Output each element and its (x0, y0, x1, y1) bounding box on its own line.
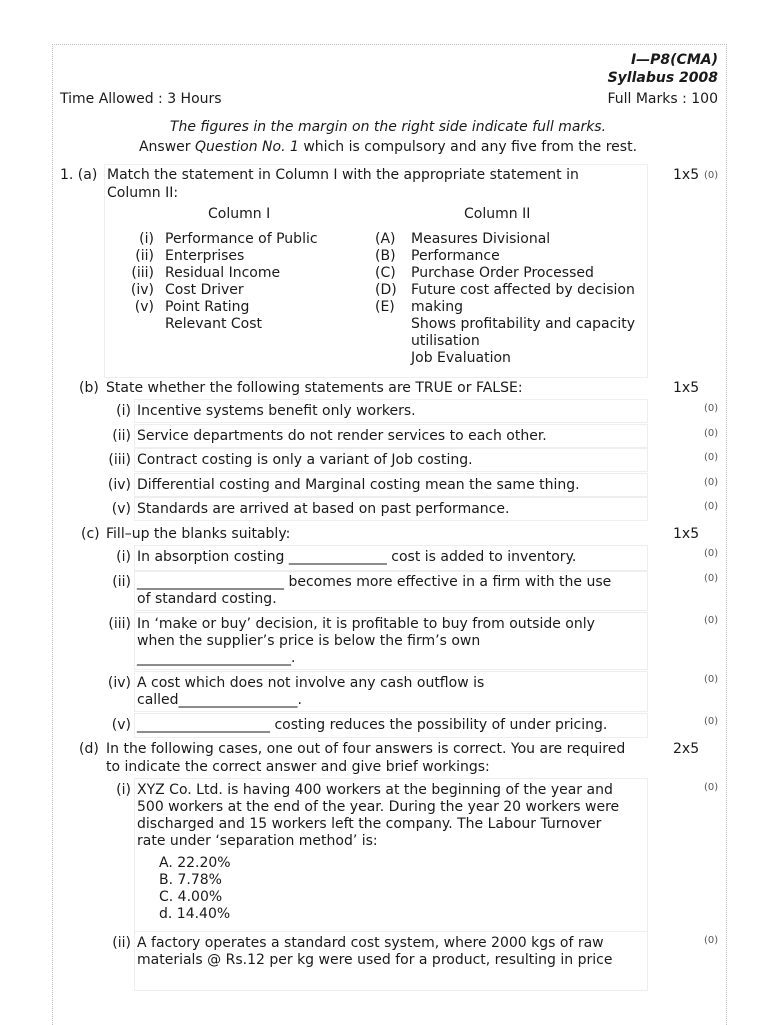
q1c-item-line: A cost which does not involve any cash outflow is (137, 675, 485, 691)
q1d-item-number: (ii) (112, 935, 131, 951)
q1d-marks: 2x5 (673, 741, 700, 757)
q1c-item-line: In absorption costing ______________ cost is added to inventory. (137, 549, 577, 565)
column-1-heading: Column I (208, 206, 271, 222)
q1c-item-score: (0) (704, 615, 719, 626)
column-1-number: (v) (134, 299, 154, 315)
q1b-item-text: Contract costing is only a variant of Job costing. (137, 452, 473, 468)
q1b-item-score: (0) (704, 477, 719, 488)
q1c-item-number: (v) (111, 717, 131, 733)
column-2-item: Performance (411, 248, 500, 264)
q1d-label: (d) (79, 741, 99, 757)
q1c-item-score: (0) (704, 716, 719, 727)
q1c-item-text (137, 616, 595, 667)
column-1-item: Relevant Cost (165, 316, 263, 332)
q1c-item-text (137, 574, 611, 608)
q1b-item-number: (v) (111, 501, 131, 517)
column-1-item: Enterprises (165, 248, 245, 264)
paper-code: I—P8(CMA) (630, 52, 718, 68)
q1c-item-line: of standard costing. (137, 591, 277, 607)
q1c-item-line: ______________________. (137, 650, 296, 666)
q1d-item-score: (0) (704, 782, 719, 793)
q1d-item-line: XYZ Co. Ltd. is having 400 workers at the beginning of the year and (137, 782, 613, 798)
q1c-item-score: (0) (704, 548, 719, 559)
column-2-item: Measures Divisional (411, 231, 551, 247)
q1b-text: State whether the following statements are TRUE or FALSE: (106, 380, 523, 396)
q1b-item-score: (0) (704, 403, 719, 414)
q1a-marks: 1x5 (673, 167, 700, 183)
q1d-item-score: (0) (704, 935, 719, 946)
column-1-number: (iv) (130, 282, 154, 298)
q1b-item-number: (ii) (112, 428, 131, 444)
column-2-heading: Column II (464, 206, 531, 222)
column-2-item: Shows profitability and capacity (411, 316, 635, 332)
column-2-item: Job Evaluation (411, 350, 511, 366)
column-1-number: (ii) (135, 248, 154, 264)
column-1-item: Point Rating (165, 299, 250, 315)
full-marks: Full Marks : 100 (607, 91, 718, 107)
column-2-item: utilisation (411, 333, 480, 349)
q1b-item-number: (iii) (108, 452, 131, 468)
q1c-item-number: (ii) (112, 574, 131, 590)
q1b-item-score: (0) (704, 501, 719, 512)
q1b-marks: 1x5 (673, 380, 700, 396)
column-2-letter: (D) (375, 282, 397, 298)
column-2-items (411, 231, 635, 367)
q1d-item-number: (i) (116, 782, 131, 798)
column-1-items (165, 231, 318, 333)
q1d-item-line: 500 workers at the end of the year. During the year 20 workers were (137, 799, 620, 815)
q1c-item-line: when the supplier’s price is below the firm’s own (137, 633, 481, 649)
q1c-item-line: In ‘make or buy’ decision, it is profitable to buy from outside only (137, 616, 595, 632)
q1a-text-line1: Match the statement in Column I with the appropriate statement in (107, 167, 579, 183)
q1c-item-text (137, 675, 484, 709)
time-allowed: Time Allowed : 3 Hours (60, 91, 222, 107)
column-1-number: (iii) (131, 265, 154, 281)
column-2-letter: (C) (375, 265, 396, 281)
q1b-item-text: Service departments do not render services to each other. (137, 428, 547, 444)
q1d-option: d. 14.40% (159, 906, 231, 922)
column-1-numbers (104, 231, 154, 316)
q1d-option: A. 22.20% (159, 855, 231, 871)
column-1-number: (i) (139, 231, 154, 247)
column-2-item: making (411, 299, 463, 315)
column-1-item: Cost Driver (165, 282, 244, 298)
q1b-item-score: (0) (704, 452, 719, 463)
column-1-item: Residual Income (165, 265, 281, 281)
column-2-item: Future cost affected by decision (411, 282, 635, 298)
q1d-item-line: rate under ‘separation method’ is: (137, 833, 378, 849)
q1b-label: (b) (79, 380, 99, 396)
q1c-item-text (137, 549, 576, 566)
q1d-option: C. 4.00% (159, 889, 223, 905)
column-2-letters (375, 231, 397, 316)
column-2-letter: (E) (375, 299, 395, 315)
q1d-item-line: A factory operates a standard cost system, where 2000 kgs of raw (137, 935, 604, 951)
column-2-letter: (A) (375, 231, 396, 247)
q1c-item-score: (0) (704, 573, 719, 584)
q1d-text-line2: to indicate the correct answer and give brief workings: (106, 759, 490, 775)
column-2-item: Purchase Order Processed (411, 265, 594, 281)
q1c-label: (c) (81, 526, 100, 542)
q1a-text-line2: Column II: (107, 185, 179, 201)
q1c-item-number: (iv) (107, 675, 131, 691)
q1c-item-number: (iii) (108, 616, 131, 632)
q1b-item-text: Incentive systems benefit only workers. (137, 403, 416, 419)
instruction-answer-note: Answer Question No. 1 which is compulsory and any five from the rest. (138, 139, 638, 155)
q1b-item-number: (i) (116, 403, 131, 419)
q1d-item-line: materials @ Rs.12 per kg were used for a product, resulting in price (137, 952, 613, 968)
q1d-option: B. 7.78% (159, 872, 222, 888)
instruction-marks-note: The figures in the margin on the right side indicate full marks. (169, 119, 607, 135)
q1c-text: Fill–up the blanks suitably: (106, 526, 291, 542)
q1d-item-line: discharged and 15 workers left the company. The Labour Turnover (137, 816, 602, 832)
syllabus-label: Syllabus 2008 (607, 70, 718, 86)
q1b-item-text: Standards are arrived at based on past performance. (137, 501, 510, 517)
q1d-item-text (137, 782, 619, 850)
column-2-letter: (B) (375, 248, 396, 264)
column-1-item: Performance of Public (165, 231, 318, 247)
question-number: 1. (a) (60, 167, 98, 183)
q1c-item-number: (i) (116, 549, 131, 565)
q1c-item-line: called_________________. (137, 692, 303, 708)
q1c-item-line: _____________________ becomes more effective in a firm with the use (137, 574, 612, 590)
q1c-marks: 1x5 (673, 526, 700, 542)
q1c-item-score: (0) (704, 674, 719, 685)
q1d-item-text (137, 935, 612, 969)
q1d-text-line1: In the following cases, one out of four answers is correct. You are required (106, 741, 626, 757)
q1b-item-number: (iv) (107, 477, 131, 493)
q1b-item-text: Differential costing and Marginal costing mean the same thing. (137, 477, 580, 493)
q1c-item-line: ___________________ costing reduces the possibility of under pricing. (137, 717, 608, 733)
q1d-options (159, 855, 231, 923)
q1a-score: (0) (704, 170, 719, 181)
q1b-item-score: (0) (704, 428, 719, 439)
q1c-item-text (137, 717, 607, 734)
